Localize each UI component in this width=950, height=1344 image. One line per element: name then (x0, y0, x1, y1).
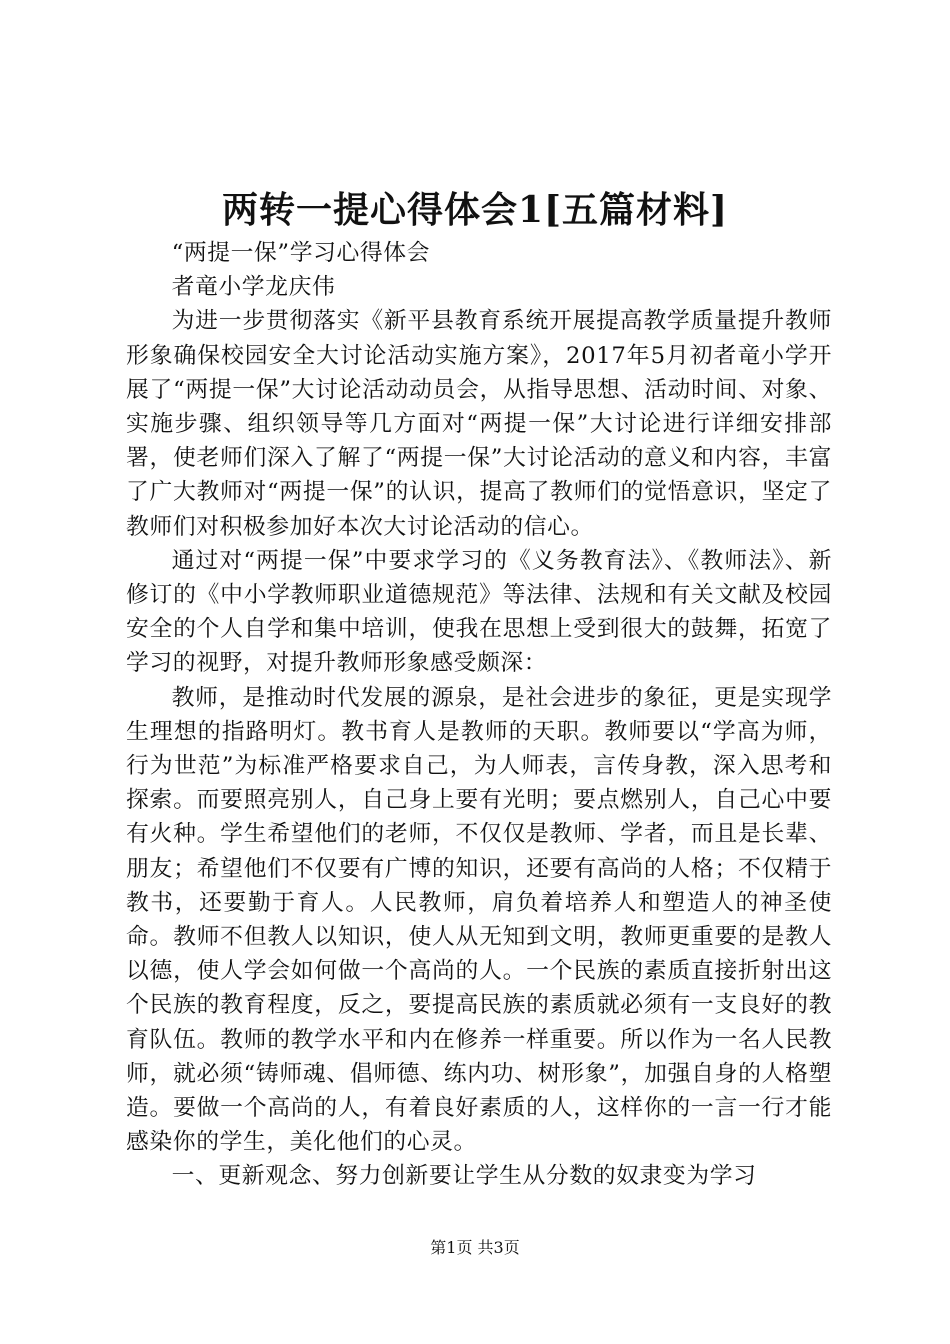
document-body (126, 236, 832, 1194)
paragraph-3: 教师，是推动时代发展的源泉，是社会进步的象征，更是实现学生理想的指路明灯。教书育人是教师的天职。教师要以“学高为师，行为世范”为标准严格要求自己，为人师表，言传身教，深入思考和探索。而要照亮别人，自己身上要有光明；要点燃别人，自己心中要有火种。学生希望他们的老师，不仅仅是教师、学者，而且是长辈、朋友；希望他们不仅要有广博的知识，还要有高尚的人格；不仅精于教书，还要勤于育人。人民教师，肩负着培养人和塑造人的神圣使命。教师不但教人以知识，使人从无知到文明，教师更重要的是教人以德，使人学会如何做一个高尚的人。一个民族的素质直接折射出这个民族的教育程度，反之，要提高民族的素质就必须有一支良好的教育队伍。教师的教学水平和内在修养一样重要。所以作为一名人民教师，就必须“铸师魂、倡师德、练内功、树形象”，加强自身的人格塑造。要做一个高尚的人，有着良好素质的人，这样你的一言一行才能感染你的学生，美化他们的心灵。 (126, 684, 832, 1156)
page-footer: 第1页 共3页 (430, 1238, 520, 1257)
paragraph-1: 为进一步贯彻落实《新平县教育系统开展提高教学质量提升教师形象确保校园安全大讨论活动实施方案》，2017年5月初者竜小学开展了“两提一保”大讨论活动动员会，从指导思想、活动时间、对象、实施步骤、组织领导等几方面对“两提一保”大讨论进行详细安排部署，使老师们深入了解了“两提一保”大讨论活动的意义和内容，丰富了广大教师对“两提一保”的认识，提高了教师们的觉悟意识，坚定了教师们对积极参加好本次大讨论活动的信心。 (126, 308, 832, 540)
paragraph-4: 一、更新观念、努力创新要让学生从分数的奴隶变为学习 (171, 1163, 757, 1190)
paragraph-2: 通过对“两提一保”中要求学习的《义务教育法》、《教师法》、新修订的《中小学教师职业道德规范》等法律、法规和有关文献及校园安全的个人自学和集中培训，使我在思想上受到很大的鼓舞，拓宽了学习的视野，对提升教师形象感受颇深： (126, 547, 832, 677)
author-line: 者竜小学龙庆伟 (171, 274, 336, 301)
document-title: 两转一提心得体会1[五篇材料] (221, 189, 729, 231)
section-subtitle: “两提一保”学习心得体会 (171, 240, 431, 266)
